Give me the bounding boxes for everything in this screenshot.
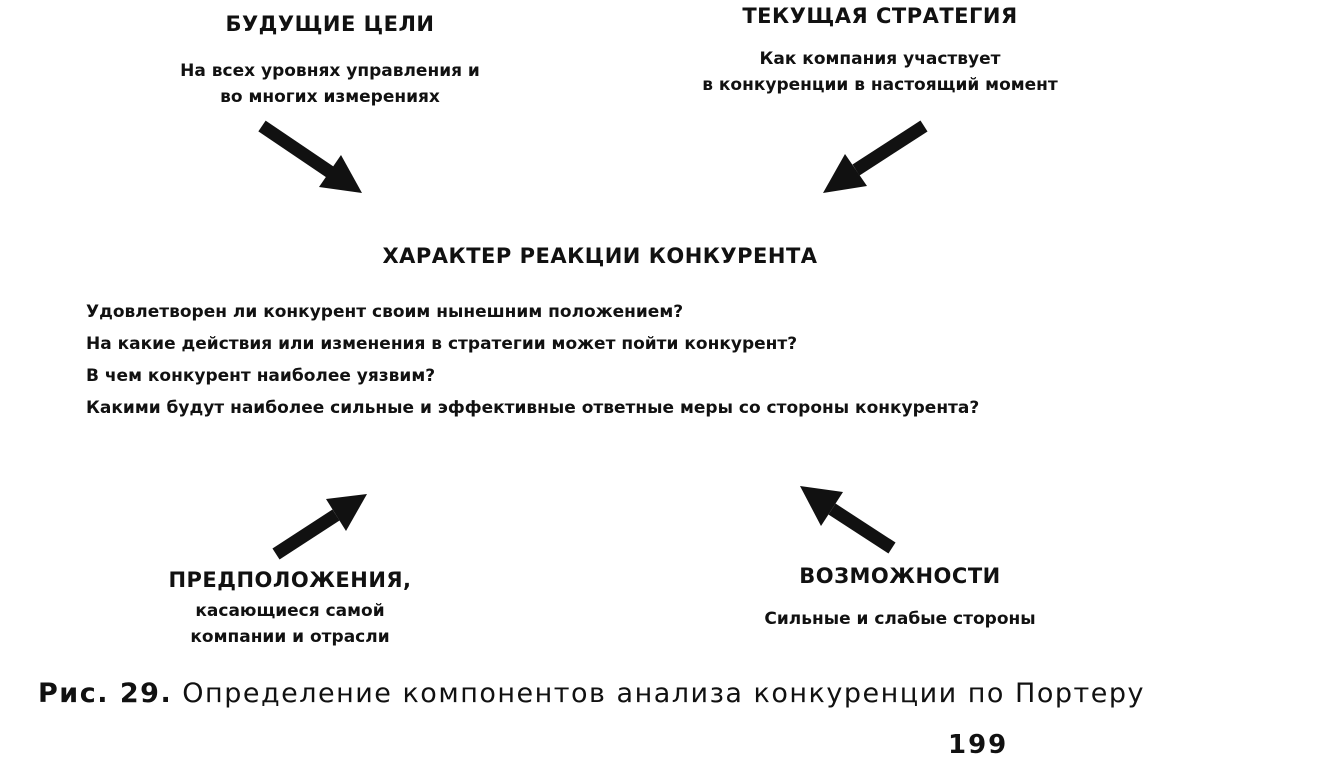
arrow-capabilities-to-center <box>800 486 892 548</box>
assumptions-title: ПРЕДПОЛОЖЕНИЯ, <box>168 568 412 592</box>
figure-label: Рис. 29. <box>38 678 173 709</box>
arrow-assumptions-to-center <box>276 494 367 554</box>
current-strategy-line-1: Как компания участвует <box>759 49 1001 69</box>
question-item: Какими будут наиболее сильные и эффективные ответные меры со стороны конкурента? <box>86 398 980 418</box>
assumptions-line-1: касающиеся самой <box>195 601 385 621</box>
current-strategy-title: ТЕКУЩАЯ СТРАТЕГИЯ <box>742 4 1018 28</box>
question-item: Удовлетворен ли конкурент своим нынешним положением? <box>86 302 684 322</box>
page-number: 199 <box>948 730 1009 760</box>
capabilities-line-1: Сильные и слабые стороны <box>764 609 1036 629</box>
capabilities-title: ВОЗМОЖНОСТИ <box>799 564 1001 588</box>
competitor-response-title: ХАРАКТЕР РЕАКЦИИ КОНКУРЕНТА <box>382 244 818 268</box>
future-goals-line-2: во многих измерениях <box>220 87 440 107</box>
question-item: В чем конкурент наиболее уязвим? <box>86 366 436 386</box>
future-goals-title: БУДУЩИЕ ЦЕЛИ <box>225 12 435 36</box>
arrow-strategy-to-center <box>823 126 924 193</box>
figure-caption-text: Определение компонентов анализа конкуренции по Портеру <box>182 678 1145 709</box>
current-strategy-line-2: в конкуренции в настоящий момент <box>702 75 1058 95</box>
assumptions-line-2: компании и отрасли <box>190 627 390 647</box>
future-goals-line-1: На всех уровнях управления и <box>180 61 480 81</box>
question-item: На какие действия или изменения в стратегии может пойти конкурент? <box>86 334 798 354</box>
figure-caption <box>38 678 1145 709</box>
arrow-future-to-center <box>262 126 362 193</box>
